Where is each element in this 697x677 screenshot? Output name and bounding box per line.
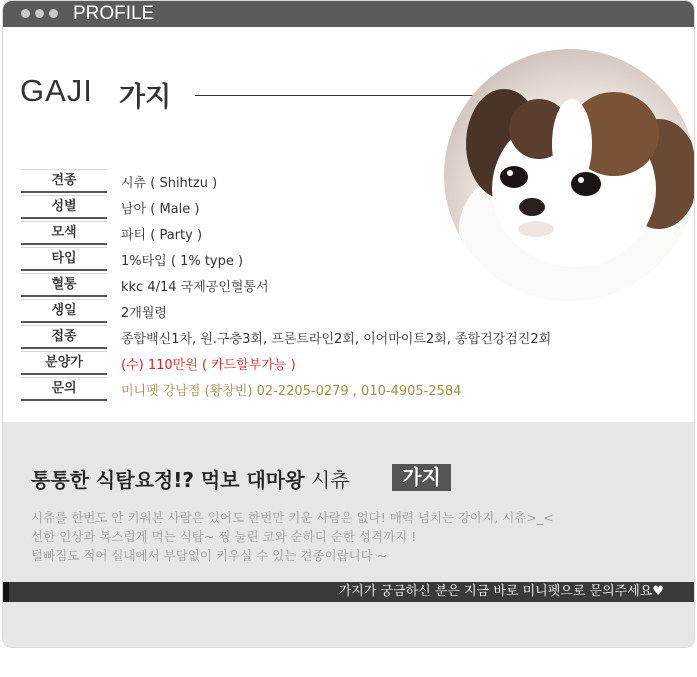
- pedigree-value: kkc 4/14 국제공인혈통서: [121, 280, 269, 295]
- color-label: 모색: [21, 221, 107, 245]
- profile-row-vaccination: [21, 325, 561, 351]
- sex-label: 성별: [21, 195, 107, 219]
- breed-label: 견종: [21, 169, 107, 193]
- price-value: (수) 110만원 ( 카드할부가능 ): [121, 358, 296, 373]
- contact-label: 문의: [21, 377, 107, 401]
- color-value: 파티 ( Party ): [121, 228, 203, 243]
- cta-bar-cap: [3, 582, 9, 602]
- profile-row-birthday: [21, 299, 561, 325]
- profile-row-pedigree: [21, 273, 561, 299]
- name-divider-line: [195, 95, 485, 96]
- desc-line: 선한 인상과 복스럽게 먹는 식탐~ 찡 눌린 코와 순하디 순한 성격까지 !: [31, 529, 417, 544]
- dog-name-korean: 가지: [119, 82, 172, 113]
- type-label: 타입: [21, 247, 107, 271]
- profile-row-contact: [21, 377, 561, 403]
- headline-bold-text: 통통한 식탐요정!? 먹보 대마왕: [31, 468, 305, 492]
- profile-row-breed: [21, 169, 561, 195]
- contact-value: 미니펫 강남점 (황창빈) 02-2205-0279 , 010-4905-2584: [121, 384, 462, 399]
- birthday-value: 2개월령: [121, 306, 167, 321]
- sex-value: 남아 ( Male ): [121, 202, 200, 217]
- profile-table: [21, 169, 561, 403]
- dog-name-english: GAJI: [20, 73, 93, 108]
- intro-section: [3, 422, 694, 648]
- pedigree-label: 혈통: [21, 273, 107, 297]
- profile-header-bar: [3, 1, 694, 27]
- window-dots: [21, 9, 58, 19]
- profile-card: [2, 0, 695, 648]
- profile-row-type: [21, 247, 561, 273]
- dot-icon: [21, 9, 30, 18]
- headline-breed-text: 시츄: [310, 468, 350, 492]
- breed-value: 시츄 ( Shihtzu ): [121, 176, 218, 191]
- dot-icon: [49, 9, 58, 18]
- intro-headline: [31, 464, 349, 493]
- header-title: PROFILE: [73, 3, 155, 24]
- profile-row-color: [21, 221, 561, 247]
- vaccination-label: 접종: [21, 325, 107, 349]
- type-value: 1%타입 ( 1% type ): [121, 254, 244, 269]
- price-label: 분양가: [21, 351, 107, 375]
- desc-line: 시츄를 한번도 안 키워본 사람은 있어도 한번만 키운 사람은 없다! 매력 넘치는 강아지, 시츄>_<: [31, 510, 554, 525]
- profile-row-price: [21, 351, 561, 377]
- dot-icon: [35, 9, 44, 18]
- desc-line: 털빠짐도 적어 실내에서 부담없이 키우실 수 있는 견종이랍니다 ~: [31, 548, 388, 563]
- intro-description: [31, 508, 554, 565]
- name-badge: 가지: [392, 464, 451, 491]
- birthday-label: 생일: [21, 299, 107, 323]
- cta-text: 가지가 궁금하신 분은 지금 바로 미니펫으로 문의주세요♥: [338, 584, 664, 599]
- vaccination-value: 종합백신1차, 원.구충3회, 프론트라인2회, 이어마이트2회, 종합건강검진2회: [121, 332, 552, 347]
- profile-row-sex: [21, 195, 561, 221]
